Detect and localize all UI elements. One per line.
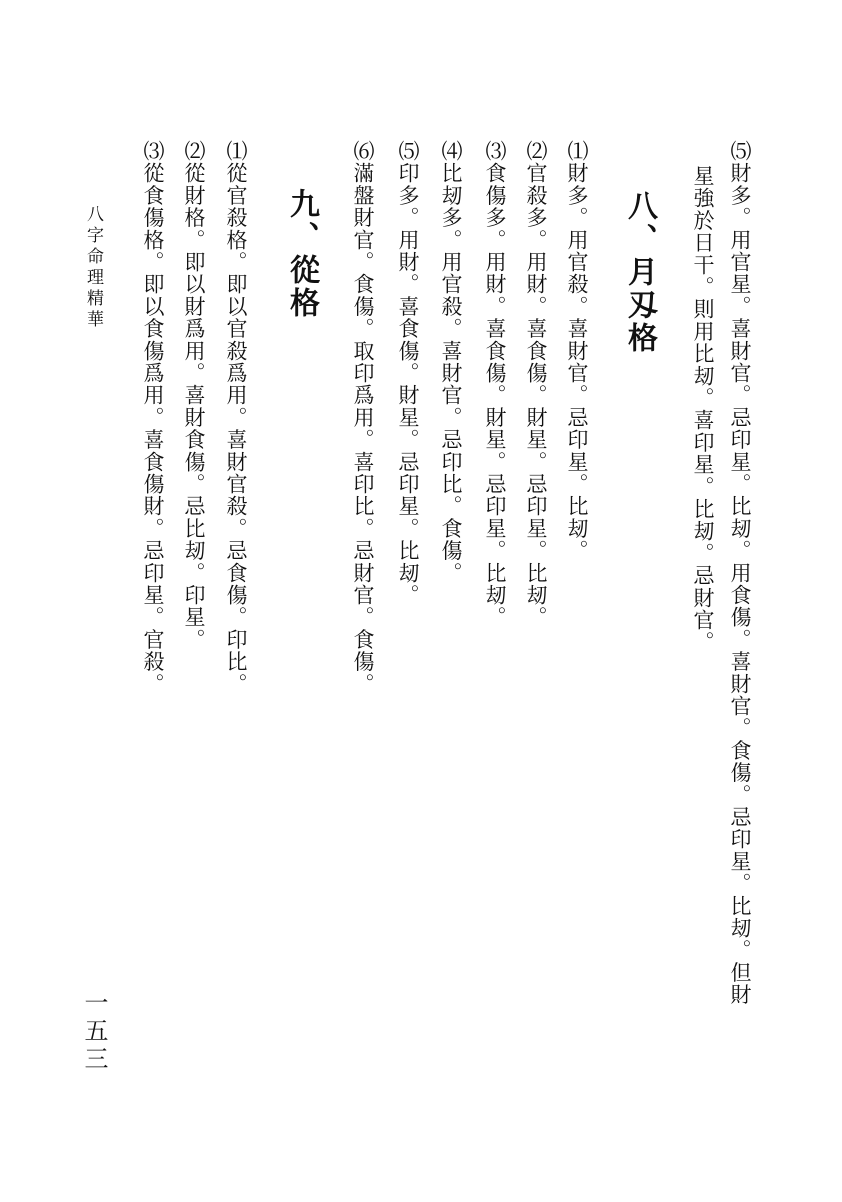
section-9-item-1: ⑴從官殺格。即以官殺爲用。喜財官殺。忌食傷。印比。 bbox=[224, 140, 248, 695]
section-8-item-6: ⑹滿盤財官。食傷。取印爲用。喜印比。忌財官。食傷。 bbox=[351, 140, 375, 695]
continuation-item-5-line-2: 星強於日干。則用比刼。喜印星。比刼。忌財官。 bbox=[691, 165, 715, 654]
section-8-item-5: ⑸印多。用財。喜食傷。財星。忌印星。比刼。 bbox=[396, 140, 420, 607]
page-number: 一五三 bbox=[80, 990, 108, 1074]
section-8-item-3: ⑶食傷多。用財。喜食傷。財星。忌印星。比刼。 bbox=[483, 140, 507, 629]
continuation-item-5-line-1: ⑸財多。用官星。喜財官。忌印星。比刼。用食傷。喜財官。食傷。忌印星。比刼。但財 bbox=[728, 140, 752, 1006]
section-9-heading: 九、從格 bbox=[284, 188, 319, 320]
section-9-item-3: ⑶從食傷格。即以食傷爲用。喜食傷財。忌印星。官殺。 bbox=[141, 140, 165, 695]
section-8-item-1: ⑴財多。用官殺。喜財官。忌印星。比刼。 bbox=[565, 140, 589, 562]
section-9-item-2: ⑵從財格。即以財爲用。喜財食傷。忌比刼。印星。 bbox=[182, 140, 206, 651]
running-head: 八字命理精華 bbox=[83, 205, 103, 331]
section-8-item-2: ⑵官殺多。用財。喜食傷。財星。忌印星。比刼。 bbox=[524, 140, 548, 629]
section-8-item-4: ⑷比刼多。用官殺。喜財官。忌印比。食傷。 bbox=[439, 140, 463, 584]
section-8-heading: 八、月刄格 bbox=[622, 190, 657, 355]
